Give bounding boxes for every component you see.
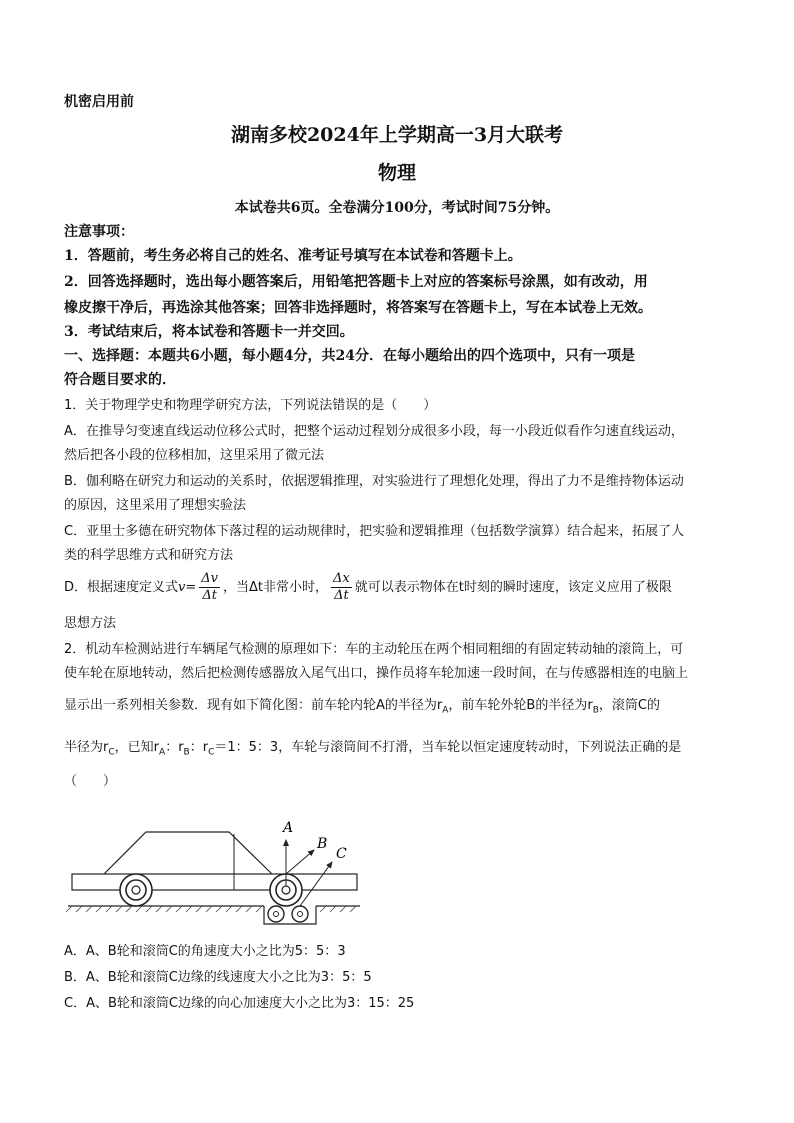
text-segment: ，前车轮外轮B的半径为r <box>448 698 593 713</box>
q1-stem: 1．关于物理学史和物理学研究方法，下列说法错误的是（ ） <box>64 398 437 413</box>
label-a: A <box>283 820 294 836</box>
q1-d-suffix: 就可以表示物体在t时刻的瞬时速度，该定义应用了极限 <box>354 580 672 595</box>
q2-stem-line3 <box>64 696 660 721</box>
arrow-b <box>286 850 314 874</box>
arrow-c <box>300 862 332 906</box>
car-roller-figure <box>64 812 364 930</box>
notice-item-2-cont: 橡皮擦干净后，再选涂其他答案；回答非选择题时，将答案写在答题卡上，写在本试卷上无效。 <box>64 300 652 316</box>
q1-d-middle: ，当Δt非常小时， <box>223 580 329 595</box>
q1-d-v: v <box>178 580 186 595</box>
q1-option-a: A．在推导匀变速直线运动位移公式时，把整个运动过程划分成很多小段，每一小段近似看作匀速直线运动， <box>64 424 684 439</box>
fraction-denominator: Δt <box>202 588 217 603</box>
ground-hatching <box>66 906 356 912</box>
q2-stem-line4 <box>64 738 681 763</box>
fraction-denominator: Δt <box>334 588 349 603</box>
roller-right-hub <box>298 912 303 917</box>
q1-option-b: B．伽利略在研究力和运动的关系时，依据逻辑推理，对实验进行了理想化处理，得出了力不是维持物体运动 <box>64 474 684 489</box>
subscript: B <box>183 747 190 758</box>
q2-stem-line1: 2．机动车检测站进行车辆尾气检测的原理如下：车的主动轮压在两个相同粗细的有固定转动轴的滚筒上，可 <box>64 642 684 657</box>
text-segment: ，已知r <box>114 740 160 755</box>
subscript: C <box>108 747 115 758</box>
label-b: B <box>317 836 328 852</box>
front-wheel-inner-a <box>282 886 290 894</box>
q2-option-b: B．A、B轮和滚筒C边缘的线速度大小之比为3：5：5 <box>64 970 372 985</box>
car-roof <box>104 832 272 874</box>
subscript: A <box>159 747 166 758</box>
q1-option-c: C．亚里士多德在研究物体下落过程的运动规律时，把实验和逻辑推理（包括数学演算）结合起来，拓展了人 <box>64 524 685 539</box>
fraction-numerator: Δx <box>333 571 350 586</box>
notice-heading: 注意事项： <box>64 224 134 240</box>
section1-instruction-cont: 符合题目要求的． <box>64 372 176 388</box>
exam-title: 湖南多校2024年上学期高一3月大联考 <box>230 124 564 146</box>
text-segment: ：r <box>165 740 184 755</box>
q1-option-d-cont: 思想方法 <box>64 616 117 631</box>
exam-info: 本试卷共6页。全卷满分100分，考试时间75分钟。 <box>234 200 560 216</box>
q1-option-a-cont: 然后把各小段的位移相加，这里采用了微元法 <box>64 448 325 463</box>
q2-stem-line2: 使车轮在原地转动，然后把检测传感器放入尾气出口，操作员将车轮加速一段时间，在与传感器相连的电脑上 <box>64 666 689 681</box>
rear-wheel-hub <box>132 886 140 894</box>
q1-option-c-cont: 类的科学思维方式和研究方法 <box>64 548 234 563</box>
text-segment: ＝1：5：3，车轮与滚筒间不打滑，当车轮以恒定速度转动时，下列说法正确的是 <box>214 740 682 755</box>
q2-option-c: C．A、B轮和滚筒C边缘的向心加速度大小之比为3：15：25 <box>64 996 415 1011</box>
subject-title: 物理 <box>377 162 416 184</box>
text-segment: 显示出一系列相关参数．现有如下简化图：前车轮内轮A的半径为r <box>64 698 443 713</box>
label-c: C <box>336 846 347 862</box>
q1-option-d <box>64 568 672 608</box>
q1-d-fraction-dx-dt <box>331 571 352 604</box>
notice-item-3: 3．考试结束后，将本试卷和答题卡一并交回。 <box>64 324 354 340</box>
notice-item-1: 1．答题前，考生务必将自己的姓名、准考证号填写在本试卷和答题卡上。 <box>64 248 522 264</box>
car-body <box>72 874 357 890</box>
subscript: C <box>208 747 215 758</box>
notice-item-2: 2．回答选择题时，选出每小题答案后，用铅笔把答题卡上对应的答案标号涂黑，如有改动，用 <box>64 274 648 290</box>
section1-instruction: 一、选择题：本题共6小题，每小题4分，共24分．在每小题给出的四个选项中，只有一项是 <box>64 348 635 364</box>
text-segment: ：r <box>189 740 209 755</box>
q2-answer-paren: （ ） <box>64 774 117 789</box>
q1-d-prefix: D．根据速度定义式 <box>64 580 179 595</box>
subscript: A <box>442 705 449 716</box>
fraction-numerator: Δv <box>201 571 219 586</box>
text-segment: ，滚筒C的 <box>598 698 660 713</box>
confidential-label: 机密启用前 <box>64 94 134 110</box>
text-segment: 半径为r <box>64 740 109 755</box>
q2-option-a: A．A、B轮和滚筒C的角速度大小之比为5：5：3 <box>64 944 346 959</box>
q1-d-eq: = <box>185 580 197 595</box>
subscript: B <box>592 705 599 716</box>
roller-left-hub <box>274 912 279 917</box>
q1-option-b-cont: 的原因，这里采用了理想实验法 <box>64 498 247 513</box>
q1-d-fraction-dv-dt <box>199 571 220 604</box>
